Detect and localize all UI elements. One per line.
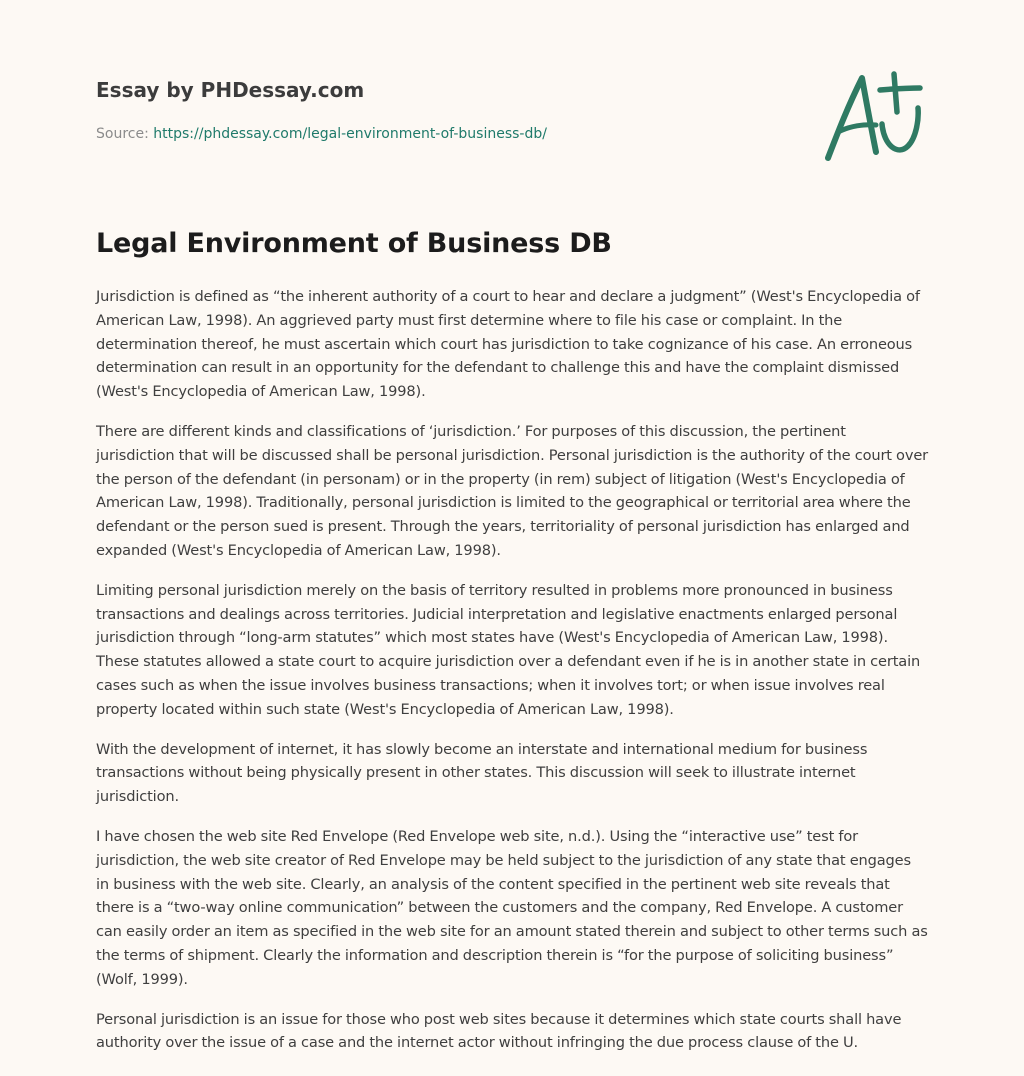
paragraph: With the development of internet, it has slowly become an interstate and international medium for business transactions without being physically present in other states. This discussion will seek to illustrate internet jurisdiction. (96, 740, 868, 806)
essay-body (96, 285, 928, 1071)
site-brand: Essay by PHDessay.com (96, 78, 365, 102)
paragraph: There are different kinds and classifications of ‘jurisdiction.’ For purposes of this discussion, the pertinent jurisdiction that will be discussed shall be personal jurisdiction. Personal jurisdiction is the authority of the court over the person of the defendant (in personam) or in the property (in rem) subject of litigation (West's Encyclopedia of American Law, 1998). Traditionally, personal jurisdiction is limited to the geographical or territorial area where the defendant or the person sued is present. Through the years, territoriality of personal jurisdiction has enlarged and expanded (West's Encyclopedia of American Law, 1998). (96, 422, 929, 559)
source-label: Source: (96, 126, 149, 142)
essay-header (96, 76, 547, 144)
paragraph: I have chosen the web site Red Envelope (Red Envelope web site, n.d.). Using the “interactive use” test for jurisdiction, the web site creator of Red Envelope may be held subject to the jurisdiction of any state that engages in business with the web site. Clearly, an analysis of the content specified in the pertinent web site reveals that there is a “two-way online communication” between the customers and the company, Red Envelope. A customer can easily order an item as specified in the web site for an amount stated therein and subject to other terms such as the terms of shipment. Clearly the information and description therein is “for the purpose of soliciting business” (Wolf, 1999). (96, 827, 928, 988)
a-plus-logo-icon (820, 66, 930, 166)
paragraph: Limiting personal jurisdiction merely on the basis of territory resulted in problems more pronounced in business transactions and dealings across territories. Judicial interpretation and legislative enactments enlarged personal jurisdiction through “long-arm statutes” which most states have (West's Encyclopedia of American Law, 1998). These statutes allowed a state court to acquire jurisdiction over a defendant even if he is in another state in certain cases such as when the issue involves business transactions; when it involves tort; or when issue involves real property located within such state (West's Encyclopedia of American Law, 1998). (96, 581, 921, 718)
essay-title: Legal Environment of Business DB (96, 228, 612, 259)
paragraph: Jurisdiction is defined as “the inherent authority of a court to hear and declare a judgment” (West's Encyclopedia of American Law, 1998). An aggrieved party must first determine where to file his case or complaint. In the determination thereof, he must ascertain which court has jurisdiction to take cognizance of his case. An erroneous determination can result in an opportunity for the defendant to challenge this and have the complaint dismissed (West's Encyclopedia of American Law, 1998). (96, 288, 920, 401)
source-line (96, 124, 547, 144)
paragraph: Personal jurisdiction is an issue for those who post web sites because it determines which state courts shall have authority over the issue of a case and the internet actor without infringing the due process clause of the U. (96, 1010, 902, 1052)
source-link[interactable]: https://phdessay.com/legal-environment-of-business-db/ (153, 126, 547, 142)
